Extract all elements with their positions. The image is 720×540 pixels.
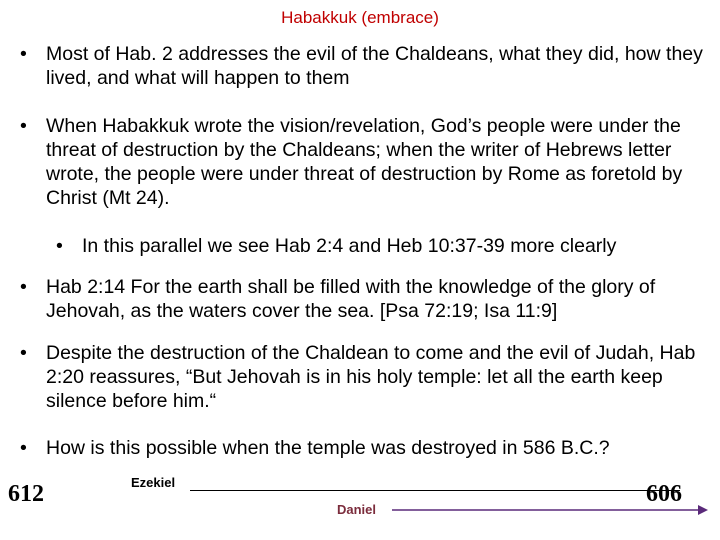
ezekiel-label: Ezekiel: [131, 475, 176, 490]
bullet-text: How is this possible when the temple was destroyed in 586 B.C.?: [46, 437, 610, 459]
bullet-text: When Habakkuk wrote the vision/revelation, God’s people were under the threat of destruction by the Chaldeans; when the writer of Hebrews letter wrote, the people were under threat of destruction by Rome as foretold by Christ (Mt 24).: [46, 115, 683, 209]
year-start-label: 612: [8, 481, 44, 507]
bullet-text: In this parallel we see Hab 2:4 and Heb 10:37-39 more clearly: [82, 235, 617, 257]
bullet-text: Despite the destruction of the Chaldean to come and the evil of Judah, Hab 2:20 reassures, “But Jehovah is in his holy temple: let all the earth keep silence before him.“: [46, 342, 696, 412]
bullet-text: Hab 2:14 For the earth shall be filled with the knowledge of the glory of Jehovah, as the waters cover the sea. [Psa 72:19; Isa 11:9]: [46, 276, 656, 322]
year-end-label: 606: [646, 481, 682, 507]
bullet-marker: •: [20, 437, 27, 459]
slide-title: Habakkuk (embrace): [281, 8, 439, 27]
arrowhead-icon: [698, 505, 708, 515]
daniel-label: Daniel: [337, 502, 377, 517]
bullet-text: Most of Hab. 2 addresses the evil of the Chaldeans, what they did, how they lived, and what will happen to them: [46, 43, 703, 89]
bullet-marker: •: [56, 235, 63, 257]
bullet-marker: •: [20, 342, 27, 364]
bullet-marker: •: [20, 276, 27, 298]
bullet-marker: •: [20, 43, 27, 65]
bullet-marker: •: [20, 115, 27, 137]
